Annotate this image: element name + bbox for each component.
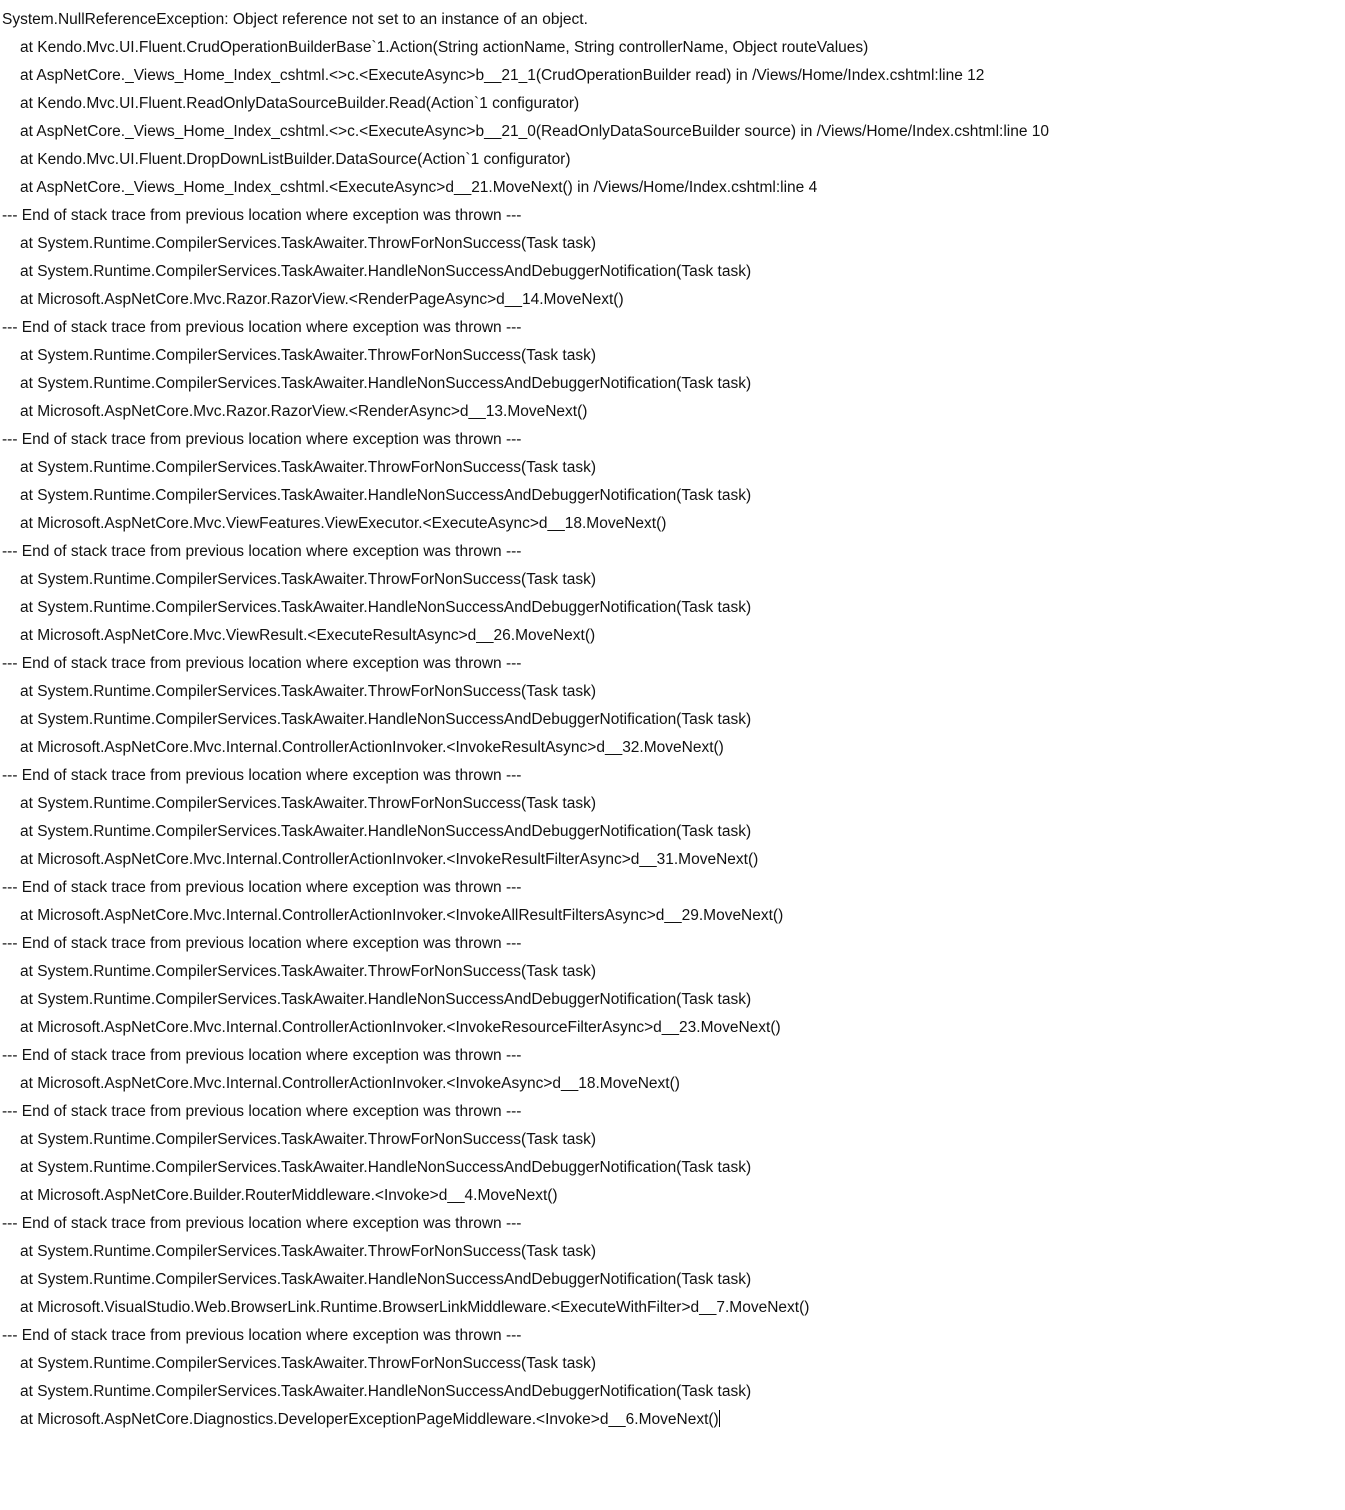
stack-trace-line: at System.Runtime.CompilerServices.TaskAwaiter.ThrowForNonSuccess(Task task) — [20, 683, 596, 700]
stack-trace-line: --- End of stack trace from previous location where exception was thrown --- — [2, 1047, 522, 1064]
stack-trace-line: at Microsoft.AspNetCore.Mvc.ViewResult.<ExecuteResultAsync>d__26.MoveNext() — [20, 627, 596, 644]
stack-trace-line: --- End of stack trace from previous location where exception was thrown --- — [2, 1327, 522, 1344]
stack-trace-line: at Microsoft.AspNetCore.Mvc.Razor.RazorView.<RenderPageAsync>d__14.MoveNext() — [20, 291, 624, 308]
stack-trace-line: at System.Runtime.CompilerServices.TaskAwaiter.ThrowForNonSuccess(Task task) — [20, 1243, 596, 1260]
stack-trace-line: at System.Runtime.CompilerServices.TaskAwaiter.HandleNonSuccessAndDebuggerNotification(Task task) — [20, 487, 752, 504]
stack-trace-line: at System.Runtime.CompilerServices.TaskAwaiter.ThrowForNonSuccess(Task task) — [20, 571, 596, 588]
stack-trace-lines — [0, 6, 1345, 1434]
stack-trace-line: at System.Runtime.CompilerServices.TaskAwaiter.ThrowForNonSuccess(Task task) — [20, 1355, 596, 1372]
stack-trace-line: at System.Runtime.CompilerServices.TaskAwaiter.HandleNonSuccessAndDebuggerNotification(Task task) — [20, 711, 752, 728]
stack-trace-line: at Microsoft.VisualStudio.Web.BrowserLink.Runtime.BrowserLinkMiddleware.<ExecuteWithFilter>d__7.MoveNext() — [20, 1299, 810, 1316]
stack-trace-line: at Microsoft.AspNetCore.Mvc.Internal.ControllerActionInvoker.<InvokeAsync>d__18.MoveNext() — [20, 1075, 680, 1092]
stack-trace-line: at Microsoft.AspNetCore.Mvc.ViewFeatures.ViewExecutor.<ExecuteAsync>d__18.MoveNext() — [20, 515, 667, 532]
stack-trace-line: at System.Runtime.CompilerServices.TaskAwaiter.HandleNonSuccessAndDebuggerNotification(Task task) — [20, 1159, 752, 1176]
stack-trace-line: at System.Runtime.CompilerServices.TaskAwaiter.ThrowForNonSuccess(Task task) — [20, 459, 596, 476]
stack-trace-line: at System.Runtime.CompilerServices.TaskAwaiter.HandleNonSuccessAndDebuggerNotification(Task task) — [20, 1383, 752, 1400]
stack-trace-line: --- End of stack trace from previous location where exception was thrown --- — [2, 431, 522, 448]
stack-trace-line: --- End of stack trace from previous location where exception was thrown --- — [2, 207, 522, 224]
stack-trace-line: at AspNetCore._Views_Home_Index_cshtml.<>c.<ExecuteAsync>b__21_0(ReadOnlyDataSourceBuilder source) in /Views/Home/Index.cshtml:line 10 — [20, 123, 1050, 140]
stack-trace-line: at System.Runtime.CompilerServices.TaskAwaiter.ThrowForNonSuccess(Task task) — [20, 235, 596, 252]
stack-trace-line: --- End of stack trace from previous location where exception was thrown --- — [2, 879, 522, 896]
stack-trace-line: at System.Runtime.CompilerServices.TaskAwaiter.ThrowForNonSuccess(Task task) — [20, 795, 596, 812]
stack-trace-line: System.NullReferenceException: Object reference not set to an instance of an object. — [2, 11, 588, 28]
stack-trace-line: at System.Runtime.CompilerServices.TaskAwaiter.ThrowForNonSuccess(Task task) — [20, 1131, 596, 1148]
stack-trace-line: --- End of stack trace from previous location where exception was thrown --- — [2, 655, 522, 672]
stack-trace-line: at Microsoft.AspNetCore.Diagnostics.DeveloperExceptionPageMiddleware.<Invoke>d__6.MoveNext() — [20, 1411, 719, 1428]
stack-trace-line: at System.Runtime.CompilerServices.TaskAwaiter.ThrowForNonSuccess(Task task) — [20, 347, 596, 364]
stack-trace-line: at AspNetCore._Views_Home_Index_cshtml.<>c.<ExecuteAsync>b__21_1(CrudOperationBuilder read) in /Views/Home/Index.cshtml:line 12 — [20, 67, 985, 84]
stack-trace-line: at System.Runtime.CompilerServices.TaskAwaiter.HandleNonSuccessAndDebuggerNotification(Task task) — [20, 375, 752, 392]
stack-trace-line: at System.Runtime.CompilerServices.TaskAwaiter.HandleNonSuccessAndDebuggerNotification(Task task) — [20, 991, 752, 1008]
stack-trace-line: at AspNetCore._Views_Home_Index_cshtml.<ExecuteAsync>d__21.MoveNext() in /Views/Home/Index.cshtml:line 4 — [20, 179, 818, 196]
stack-trace-line: at Kendo.Mvc.UI.Fluent.ReadOnlyDataSourceBuilder.Read(Action`1 configurator) — [20, 95, 580, 112]
stack-trace-line: at Microsoft.AspNetCore.Mvc.Internal.ControllerActionInvoker.<InvokeResultFilterAsync>d__31.MoveNext() — [20, 851, 759, 868]
stack-trace-line: at System.Runtime.CompilerServices.TaskAwaiter.HandleNonSuccessAndDebuggerNotification(Task task) — [20, 823, 752, 840]
stack-trace-line: at System.Runtime.CompilerServices.TaskAwaiter.HandleNonSuccessAndDebuggerNotification(Task task) — [20, 1271, 752, 1288]
stack-trace-line: at Kendo.Mvc.UI.Fluent.CrudOperationBuilderBase`1.Action(String actionName, String controllerName, Object routeValues) — [20, 39, 869, 56]
stack-trace-line: at Microsoft.AspNetCore.Mvc.Internal.ControllerActionInvoker.<InvokeResourceFilterAsync>d__23.MoveNext() — [20, 1019, 781, 1036]
stack-trace-line: at Microsoft.AspNetCore.Builder.RouterMiddleware.<Invoke>d__4.MoveNext() — [20, 1187, 558, 1204]
stack-trace-line: --- End of stack trace from previous location where exception was thrown --- — [2, 767, 522, 784]
text-cursor — [719, 1410, 720, 1427]
stack-trace-line: --- End of stack trace from previous location where exception was thrown --- — [2, 543, 522, 560]
stack-trace-line: --- End of stack trace from previous location where exception was thrown --- — [2, 1103, 522, 1120]
stack-trace-line: at Microsoft.AspNetCore.Mvc.Internal.ControllerActionInvoker.<InvokeAllResultFiltersAsync>d__29.MoveNext() — [20, 907, 784, 924]
stack-trace-line: at Kendo.Mvc.UI.Fluent.DropDownListBuilder.DataSource(Action`1 configurator) — [20, 151, 571, 168]
stack-trace-line: at Microsoft.AspNetCore.Mvc.Internal.ControllerActionInvoker.<InvokeResultAsync>d__32.MoveNext() — [20, 739, 724, 756]
stack-trace-line: --- End of stack trace from previous location where exception was thrown --- — [2, 319, 522, 336]
stack-trace-line: --- End of stack trace from previous location where exception was thrown --- — [2, 1215, 522, 1232]
stack-trace-line: at System.Runtime.CompilerServices.TaskAwaiter.HandleNonSuccessAndDebuggerNotification(Task task) — [20, 599, 752, 616]
stack-trace-line: at System.Runtime.CompilerServices.TaskAwaiter.ThrowForNonSuccess(Task task) — [20, 963, 596, 980]
stack-trace-line: --- End of stack trace from previous location where exception was thrown --- — [2, 935, 522, 952]
stack-trace-line: at System.Runtime.CompilerServices.TaskAwaiter.HandleNonSuccessAndDebuggerNotification(Task task) — [20, 263, 752, 280]
stack-trace-line: at Microsoft.AspNetCore.Mvc.Razor.RazorView.<RenderAsync>d__13.MoveNext() — [20, 403, 588, 420]
